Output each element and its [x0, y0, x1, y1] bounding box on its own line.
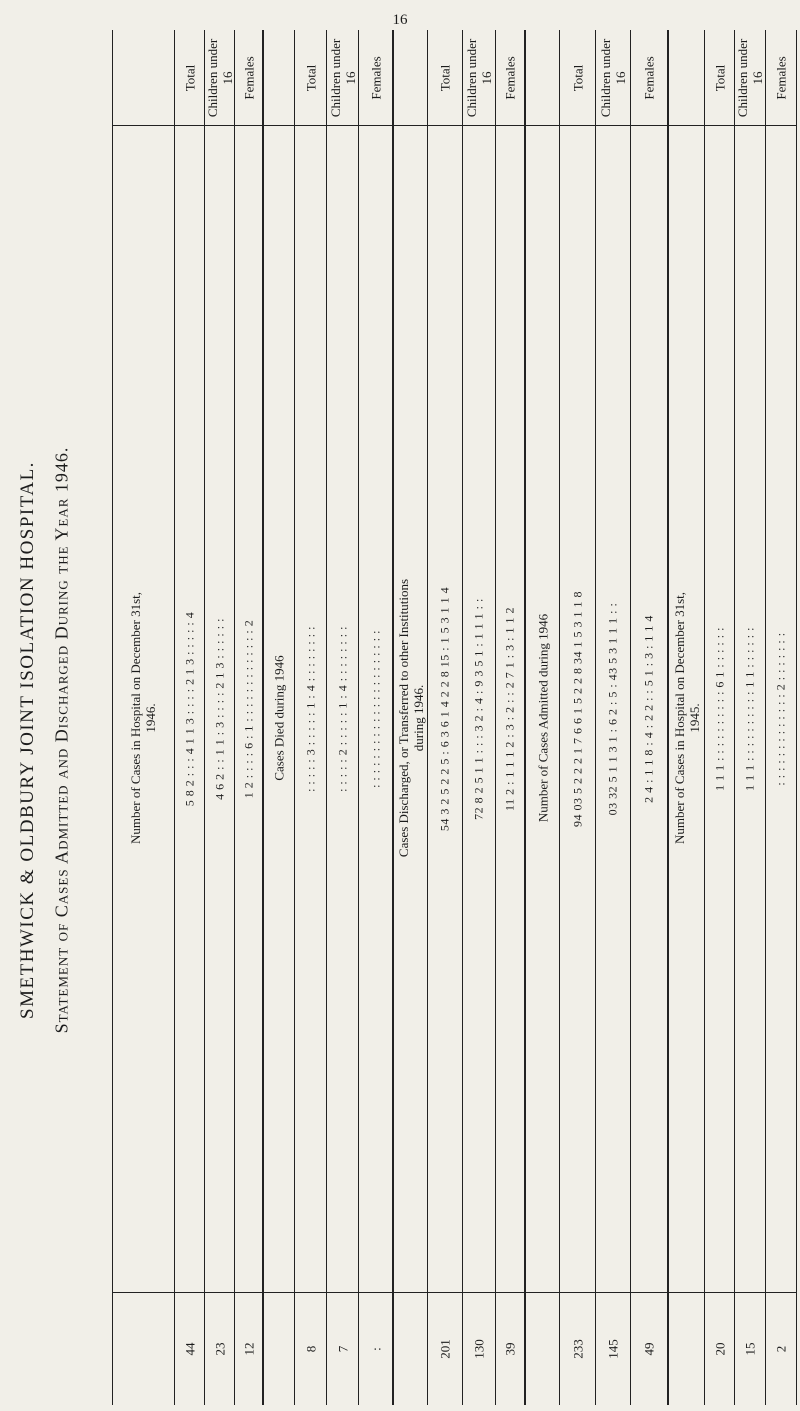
- column-values: [235, 126, 262, 1292]
- column-values-text: 1 1 1 : : : : : : : : : : 6 1 : : : : : :: [712, 627, 726, 791]
- column-values-text: : : : : : : : : : : : : : : : : : : : : : :: [368, 630, 382, 788]
- document-subtitle-text: Statement of Cases Admitted and Discharged During the Year 1946.: [51, 446, 72, 1034]
- column-total: [496, 1293, 524, 1405]
- column-values-text: 54 3 2 5 2 2 5 : 6 3 6 1 4 2 2 8 15 : 1 5 3 1 1 4: [437, 586, 452, 832]
- column-total: [631, 1293, 667, 1405]
- column-values: [463, 126, 495, 1292]
- column-values-text: 1 1 1 : : : : : : : : : : 1 1 : : : : : :: [742, 627, 757, 791]
- column-header: [596, 30, 630, 125]
- column-total: [205, 1293, 234, 1405]
- group-title-text: Cases Discharged, or Transferred to other Institutions during 1946.: [395, 578, 426, 857]
- column-total: [327, 1293, 358, 1405]
- column-header-text: Children under 16: [327, 38, 358, 117]
- column-header-text: Total: [712, 64, 727, 91]
- column-header-text: Children under 16: [598, 38, 628, 117]
- statistics-table: [112, 30, 797, 1405]
- column-values: [205, 126, 234, 1292]
- column-total-text: 44: [182, 1342, 197, 1356]
- column-header: [735, 30, 765, 125]
- column-header: [327, 30, 358, 125]
- column-total-text: 23: [212, 1342, 227, 1356]
- column-total: [735, 1293, 765, 1405]
- column-values: [735, 126, 765, 1292]
- column-values: [359, 126, 392, 1292]
- column-header-text: Children under 16: [735, 38, 765, 117]
- group-title: [526, 30, 559, 1405]
- column-values: [175, 126, 204, 1292]
- column-header: [463, 30, 495, 125]
- column-total: [295, 1293, 326, 1405]
- column-total: [705, 1293, 734, 1405]
- column-header: [631, 30, 667, 125]
- group-title-text: Cases Died during 1946: [271, 654, 287, 781]
- column-total-text: 15: [742, 1342, 758, 1356]
- column-values: [705, 126, 734, 1292]
- column-header-text: Total: [182, 64, 197, 91]
- column-header: [705, 30, 734, 125]
- column-total: [428, 1293, 462, 1405]
- column-values: [596, 126, 630, 1292]
- group-title: [112, 30, 174, 1405]
- column-header: [205, 30, 234, 125]
- table-border-right: [796, 30, 797, 1405]
- document-subtitle: [46, 80, 78, 1400]
- column-values: [766, 126, 796, 1292]
- column-total-text: 7: [335, 1345, 350, 1353]
- column-header-text: Total: [437, 64, 453, 91]
- column-header-text: Females: [241, 55, 256, 100]
- column-total-text: 201: [437, 1339, 453, 1359]
- column-values: [327, 126, 358, 1292]
- column-header: [359, 30, 392, 125]
- column-values-text: 5 8 2 : : : 4 1 1 3 : : : : 2 1 3 : : : : : 4: [182, 611, 196, 807]
- column-total: [596, 1293, 630, 1405]
- column-values-text: : : : : : : : : : : : : : 2 : : : : : : :: [773, 632, 788, 786]
- column-values-text: 11 2 : 1 1 1 2 : 3 : 2 : : 2 7 1 : 3 : 1 1 2: [502, 607, 517, 811]
- document-title: [8, 80, 48, 1400]
- column-header: [235, 30, 262, 125]
- column-values: [295, 126, 326, 1292]
- column-total-text: 8: [303, 1345, 318, 1353]
- column-total: [235, 1293, 262, 1405]
- column-total-text: :: [368, 1347, 383, 1351]
- column-total-text: 145: [605, 1339, 621, 1359]
- column-total: [175, 1293, 204, 1405]
- group-title-text: Number of Cases in Hospital on December 31st, 1945.: [671, 591, 702, 844]
- column-values: [560, 126, 595, 1292]
- column-header-text: Total: [303, 64, 318, 91]
- column-header: [295, 30, 326, 125]
- column-header-text: Total: [570, 64, 585, 91]
- column-header-text: Females: [368, 55, 383, 100]
- column-values-text: 4 6 2 : : 1 1 : 3 : : : : 2 1 3 : : : : : :: [212, 618, 226, 800]
- column-total-text: 39: [502, 1342, 518, 1356]
- group-title: [264, 30, 294, 1405]
- column-header-text: Children under 16: [204, 38, 235, 117]
- group-title-text: Number of Cases in Hospital on December 31st, 1946.: [128, 591, 158, 844]
- group-title-text: Number of Cases Admitted during 1946: [535, 613, 550, 822]
- column-total-text: 233: [570, 1339, 585, 1359]
- column-header: [496, 30, 524, 125]
- column-values-text: 1 2 : : : : 6 : 1 : : : : : : : : : : : : : 2: [241, 619, 255, 799]
- column-total-text: 20: [712, 1342, 727, 1356]
- column-values-text: 94 03 5 2 2 2 1 7 6 6 1 5 2 2 8 34 1 5 3 1 1 8: [570, 591, 584, 827]
- column-values-text: : : : : : 3 : : : : : 1 : 4 : : : : : : : :: [303, 626, 317, 792]
- column-header: [428, 30, 462, 125]
- page-number: 16: [392, 12, 408, 28]
- column-header-text: Females: [641, 55, 657, 100]
- column-header-text: Females: [773, 55, 789, 100]
- column-values-text: 72 8 2 5 1 1 : : : 3 2 : 4 : 9 3 5 1 : 1 1 1 : :: [471, 598, 486, 820]
- column-total-text: 12: [241, 1342, 256, 1356]
- column-values: [496, 126, 524, 1292]
- column-values-text: 03 32 5 1 1 3 1 : 6 2 : 5 : 43 5 3 1 1 1 : :: [605, 602, 620, 816]
- document-title-text: SMETHWICK & OLDBURY JOINT ISOLATION HOSPITAL.: [17, 461, 38, 1019]
- column-header: [560, 30, 595, 125]
- column-header: [175, 30, 204, 125]
- column-total: [359, 1293, 392, 1405]
- column-total: [560, 1293, 595, 1405]
- column-total-text: 130: [471, 1339, 487, 1359]
- page-heading: [8, 80, 78, 1400]
- column-values-text: : : : : : 2 : : : : : 1 : 4 : : : : : : : :: [335, 626, 349, 792]
- column-values: [428, 126, 462, 1292]
- column-values: [631, 126, 667, 1292]
- column-total: [463, 1293, 495, 1405]
- column-total-text: 2: [773, 1345, 789, 1353]
- column-header-text: Children under 16: [464, 38, 494, 117]
- column-total: [766, 1293, 796, 1405]
- column-total-text: 49: [641, 1342, 657, 1356]
- column-values-text: 2 4 : 1 1 8 : 4 : 2 2 : : 5 1 : 3 : 1 1 4: [641, 615, 656, 803]
- column-header-text: Females: [502, 55, 518, 100]
- group-title: [669, 30, 704, 1405]
- group-title: [394, 30, 427, 1405]
- column-header: [766, 30, 796, 125]
